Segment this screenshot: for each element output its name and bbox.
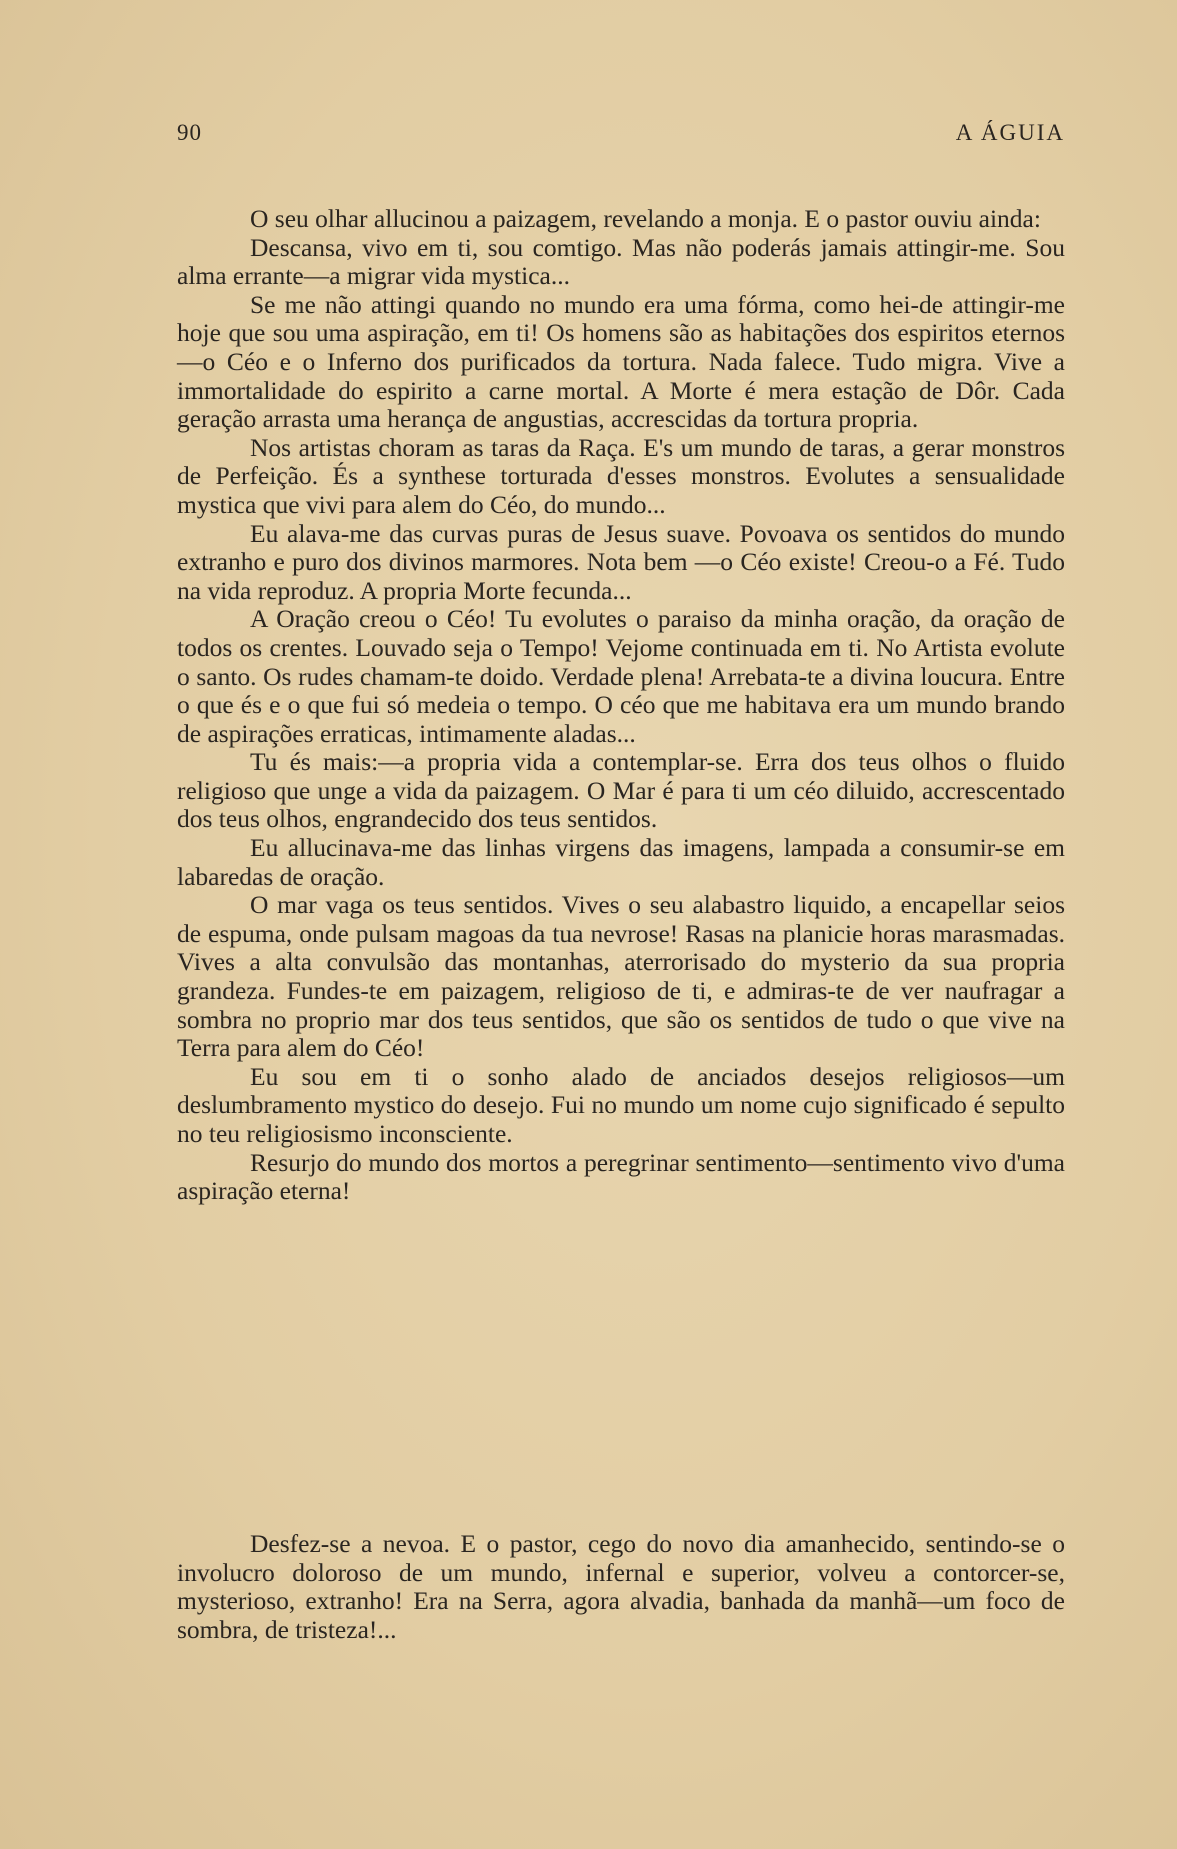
closing-section (177, 1530, 1065, 1644)
paragraph: Eu allucinava-me das linhas virgens das imagens, lampada a consumir-se em labaredas de oração. (177, 833, 1065, 891)
paragraph: Eu alava-me das curvas puras de Jesus suave. Povoava os sentidos do mundo extranho e puro dos divinos marmores. Nota bem —o Céo existe! Creou-o a Fé. Tudo na vida reproduz. A propria Morte fecunda... (177, 518, 1065, 605)
paragraph: Descansa, vivo em ti, sou comtigo. Mas não poderás jamais attingir-me. Sou alma errante—a migrar vida mystica... (177, 232, 1065, 291)
running-title: A ÁGUIA (955, 120, 1065, 145)
paragraph: A Oração creou o Céo! Tu evolutes o paraiso da minha oração, da oração de todos os crentes. Louvado seja o Tempo! Vejome continuada em ti. No Artista evolute o santo. Os rudes chamam-te doido. Verdade plena! Arrebata-te a divina loucura. Entre o que és e o que fui só medeia o tempo. O céo que me habitava era um mundo brando de aspirações erraticas, intimamente aladas... (177, 604, 1065, 748)
paragraph: Eu sou em ti o sonho alado de anciados desejos religiosos—um deslumbramento mystico do desejo. Fui no mundo um nome cujo significado é sepulto no teu religiosismo inconsciente. (177, 1061, 1065, 1148)
closing-paragraph: Desfez-se a nevoa. E o pastor, cego do novo dia amanhecido, sentindo-se o involucro doloroso de um mundo, infernal e superior, volveu a contorcer-se, mysterioso, extranho! Era na Serra, agora alvadia, banhada da manhã—um foco de sombra, de tristeza!... (177, 1529, 1065, 1644)
paragraph: O mar vaga os teus sentidos. Vives o seu alabastro liquido, a encapellar seios de espuma, onde pulsam magoas da tua nevrose! Rasas na planicie horas marasmadas. Vives a alta convulsão das montanhas, aterrorisado do mysterio da sua propria grandeza. Fundes-te em paizagem, religioso de ti, e admiras-te de ver naufragar a sombra no proprio mar dos teus sentidos, que são os sentidos de tudo o que vive na Terra para alem do Céo! (177, 890, 1065, 1063)
body-text (177, 205, 1065, 1206)
paragraph: Se me não attingi quando no mundo era uma fórma, como hei-de attingir-me hoje que sou uma aspiração, em ti! Os homens são as habitações dos espiritos eternos—o Céo e o Inferno dos purificados da tortura. Nada falece. Tudo migra. Vive a immortalidade do espirito a carne mortal. A Morte é mera estação de Dôr. Cada geração arrasta uma herança de angustias, accrescidas da tortura propria. (177, 289, 1065, 434)
paragraph: Nos artistas choram as taras da Raça. E's um mundo de taras, a gerar monstros de Perfeição. És a synthese torturada d'esses monstros. Evolutes a sensualidade mystica que vivi para alem do Céo, do mundo... (177, 432, 1065, 519)
page-number: 90 (177, 120, 202, 145)
paragraph: O seu olhar allucinou a paizagem, revelando a monja. E o pastor ouviu ainda: (250, 204, 1041, 233)
paragraph: Resurjo do mundo dos mortos a peregrinar sentimento—sentimento vivo d'uma aspiração eterna! (177, 1147, 1065, 1206)
paragraph: Tu és mais:—a propria vida a contemplar-se. Erra dos teus olhos o fluido religioso que unge a vida da paizagem. O Mar é para ti um céo diluido, accrescentado dos teus olhos, engrandecido dos teus sentidos. (177, 747, 1065, 834)
